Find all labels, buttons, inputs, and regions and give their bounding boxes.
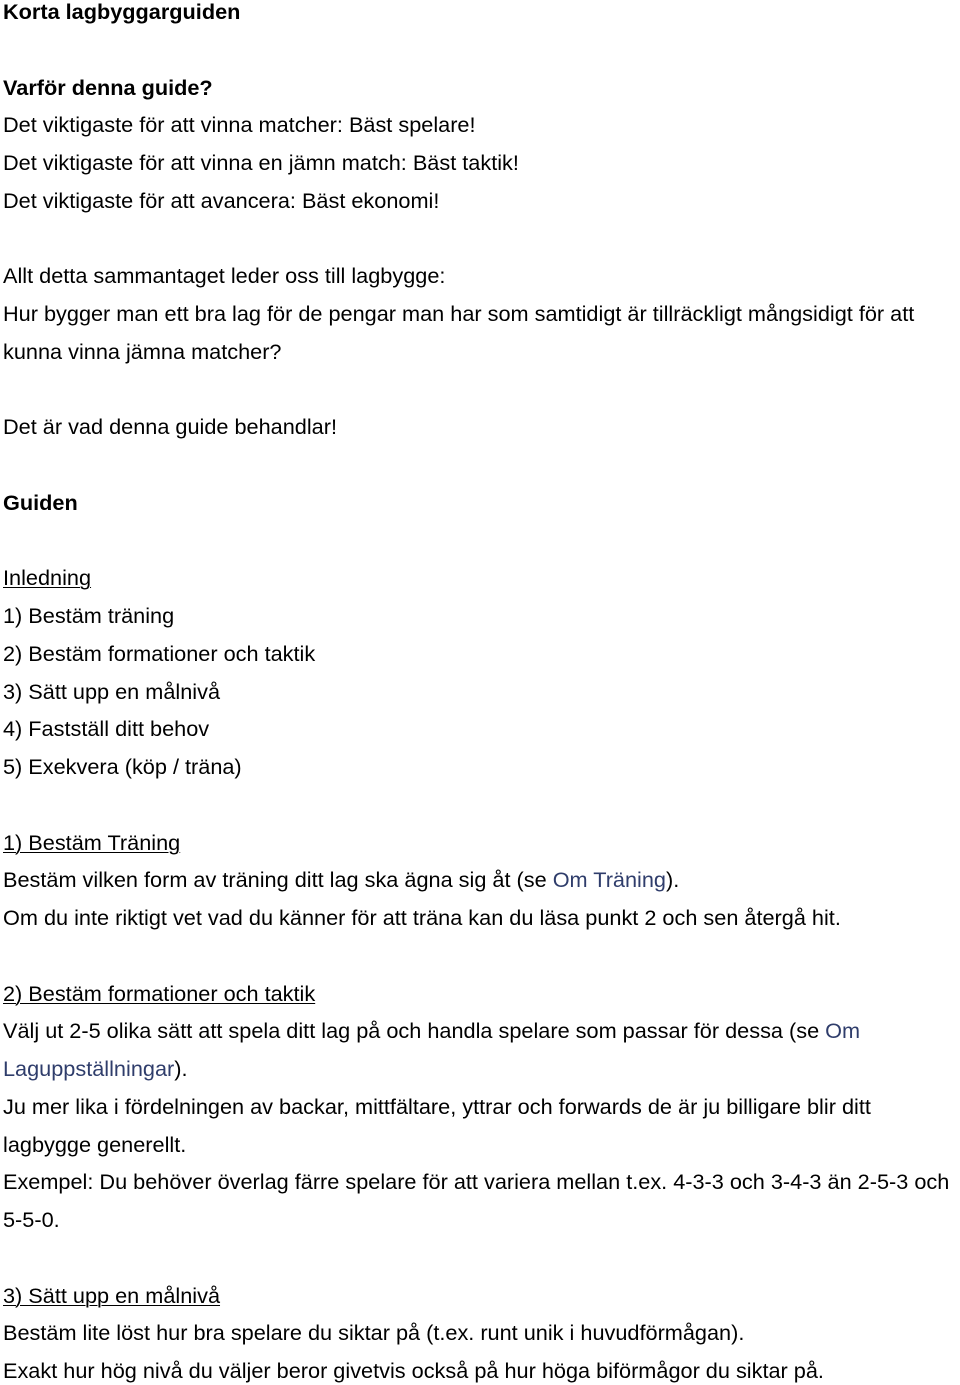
section-line — [3, 1057, 960, 1081]
toc-item: 1) Bestäm träning — [3, 603, 175, 628]
section-line — [3, 868, 960, 892]
why-heading: Varför denna guide? — [3, 74, 213, 100]
section-text: Bestäm vilken form av träning ditt lag ska ägna sig åt (se — [3, 867, 553, 893]
why-line: Det viktigaste för att vinna matcher: Bäst spelare! — [3, 112, 476, 138]
section-heading-row — [3, 982, 960, 1006]
guide-heading: Guiden — [3, 489, 78, 515]
section-line — [3, 1019, 960, 1043]
section-text: ). — [174, 1056, 188, 1081]
section-line — [3, 906, 960, 930]
blank-line — [3, 1246, 960, 1270]
summary-line: kunna vinna jämna matcher? — [3, 338, 282, 364]
toc-item: 5) Exekvera (köp / träna) — [3, 754, 242, 779]
toc-item: 4) Fastställ ditt behov — [3, 716, 210, 742]
blank-line — [3, 944, 960, 968]
section-heading: 2) Bestäm formationer och taktik — [3, 980, 316, 1006]
om-laguppstallningar-link[interactable]: Om — [825, 1018, 861, 1044]
section-heading: 3) Sätt upp en målnivå — [3, 1282, 221, 1308]
toc-item: 2) Bestäm formationer och taktik — [3, 640, 316, 666]
section-line — [3, 1133, 960, 1157]
om-laguppstallningar-link[interactable]: Laguppställningar — [3, 1056, 175, 1081]
section-text: lagbygge generellt. — [3, 1131, 187, 1157]
om-traning-link[interactable]: Om Träning — [552, 867, 666, 893]
section-line — [3, 1095, 960, 1119]
section-heading-row — [3, 831, 960, 855]
summary-line: Allt detta sammantaget leder oss till lagbygge: — [3, 263, 446, 289]
section-text: ). — [666, 867, 680, 893]
document-title: Korta lagbyggarguiden — [3, 0, 241, 24]
purpose-line: Det är vad denna guide behandlar! — [3, 414, 337, 440]
section-text: Om du inte riktigt vet vad du känner för att träna kan du läsa punkt 2 och sen återgå hit. — [3, 905, 841, 930]
blank-line — [3, 227, 960, 251]
section-line — [3, 1208, 960, 1232]
summary-line: Hur bygger man ett bra lag för de pengar man har som samtidigt är tillräckligt mångsidigt för att — [3, 301, 915, 326]
toc-heading-row — [3, 566, 960, 590]
blank-line — [3, 529, 960, 553]
section-line — [3, 1359, 960, 1383]
section-line — [3, 1170, 960, 1194]
blank-line — [3, 378, 960, 402]
section-line — [3, 1321, 960, 1345]
why-line: Det viktigaste för att avancera: Bäst ekonomi! — [3, 187, 440, 213]
section-heading-row — [3, 1284, 960, 1308]
section-text: Välj ut 2-5 olika sätt att spela ditt lag på och handla spelare som passar för dessa (se — [3, 1018, 826, 1044]
why-line: Det viktigaste för att vinna en jämn match: Bäst taktik! — [3, 150, 519, 175]
toc-item: 3) Sätt upp en målnivå — [3, 678, 221, 704]
section-text: Bestäm lite löst hur bra spelare du siktar på (t.ex. runt unik i huvudförmågan). — [3, 1320, 745, 1346]
section-heading: 1) Bestäm Träning — [3, 829, 181, 855]
section-text: Exempel: Du behöver överlag färre spelare för att variera mellan t.ex. 4-3-3 och 3-4-3 än 2-5-3 och — [3, 1169, 950, 1195]
section-text: 5-5-0. — [3, 1207, 60, 1232]
blank-line — [3, 793, 960, 817]
section-text: Ju mer lika i fördelningen av backar, mittfältare, yttrar och forwards de är ju billigare blir ditt — [3, 1093, 871, 1119]
blank-line — [3, 453, 960, 477]
toc-heading: Inledning — [3, 565, 92, 591]
section-text: Exakt hur hög nivå du väljer beror givetvis också på hur höga biförmågor du siktar på. — [3, 1358, 824, 1383]
blank-line — [3, 38, 960, 62]
